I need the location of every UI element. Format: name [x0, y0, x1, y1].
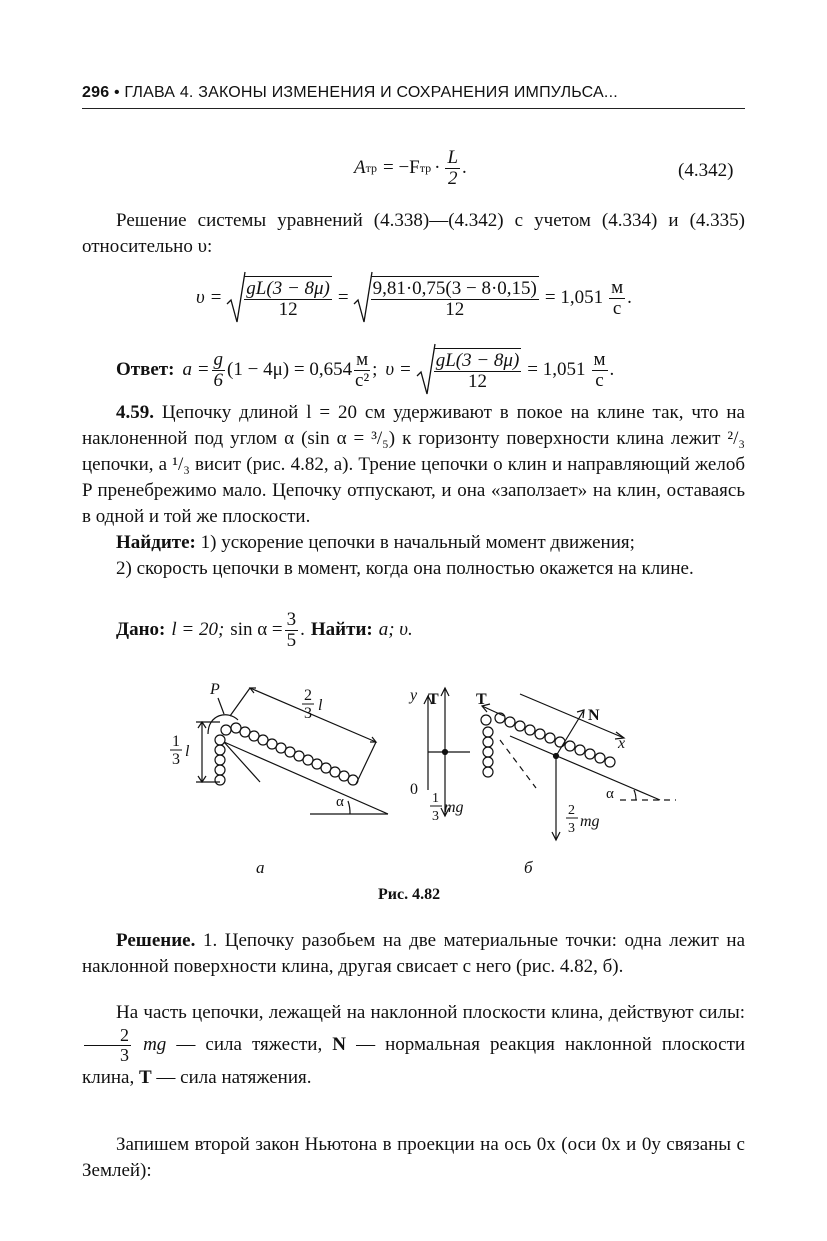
figure-label-b: б: [524, 858, 533, 877]
answer-line: [116, 342, 614, 398]
figure-caption: Рис. 4.82: [378, 886, 441, 903]
label-a-frac-num: 2: [304, 687, 312, 704]
solution-p2-den: 3: [120, 1044, 129, 1065]
eq-lhs: A: [354, 157, 366, 179]
header-rule: [82, 108, 745, 109]
answer-v-unit: [592, 350, 608, 391]
solution-p2-d: — сила натяжения.: [156, 1066, 312, 1088]
v-fraction-1: [244, 276, 332, 320]
given-find-label: Найти:: [310, 619, 373, 641]
given-sin-num: 3: [286, 609, 297, 630]
given-tail: .: [300, 619, 305, 641]
solution-p2-a: На часть цепочки, лежащей на наклонной плоскости клина, действуют силы:: [116, 1002, 745, 1023]
chain-a-hanging: [215, 725, 231, 785]
given-sin-frac: [285, 610, 299, 651]
header-bullet: •: [113, 84, 120, 101]
label-a-left-den: 3: [172, 751, 180, 768]
label-b-zero: 0: [410, 781, 418, 798]
answer-v-frac: [434, 348, 522, 392]
find-item-1: [82, 530, 745, 556]
given-label: Дано:: [116, 619, 166, 641]
label-a-l-top: l: [318, 697, 323, 714]
solution-p2-N: N: [332, 1033, 346, 1055]
eq-lhs-sub: тр: [365, 160, 377, 175]
wedge-a-slope: [224, 742, 388, 814]
answer-v-lhs: υ =: [385, 359, 412, 380]
wedge-a-angle-arc: [348, 801, 350, 814]
answer-a-num: g: [213, 348, 224, 370]
eq-frac-num: L: [447, 147, 459, 168]
label-b-N: N: [588, 707, 600, 724]
eq-dot: ·: [434, 157, 441, 179]
answer-a-unit-num: м: [356, 348, 369, 370]
label-a-P: P: [210, 681, 220, 698]
find-label: Найдите:: [116, 532, 196, 553]
solution-p2-b: — сила тяжести,: [176, 1033, 323, 1055]
answer-label: Ответ:: [116, 359, 175, 380]
v-result: = 1,051: [544, 287, 604, 308]
eq-fraction: [445, 148, 460, 189]
answer-a-frac: [212, 350, 226, 391]
v-fraction-2: [371, 276, 539, 320]
chapter-title: ГЛАВА 4. ЗАКОНЫ ИЗМЕНЕНИЯ И СОХРАНЕНИЯ ИМПУЛЬСА...: [124, 84, 618, 101]
v-frac2-num: 9,81·0,75(3 − 8·0,15): [372, 278, 537, 300]
given-l: l = 20;: [171, 619, 225, 641]
label-b-mg1-num: 1: [432, 791, 439, 806]
sqrt-sign-1: [226, 270, 246, 326]
problem-body: Цепочку длиной l = 20 см удерживают в покое на клине так, что на наклоненной под углом α (sin α = ³/₅) к горизонту поверхности клина лежит ²/₃ цепочки, а ¹/₃ висит (рис. 4.82, а). Трение цепочки о клин и направляющий желоб P пренебрежимо мало. Цепочку отпускают, и она «заползает» на клин, оставаясь в одной и той же плоскости.: [82, 402, 745, 527]
given-sin: sin α =: [230, 619, 283, 641]
answer-v-rest: = 1,051: [527, 359, 586, 380]
paragraph-solution-system: Решение системы уравнений (4.338)—(4.342) с учетом (4.334) и (4.335) относительно υ:: [82, 210, 745, 257]
label-b-mg2-num: 2: [568, 803, 575, 818]
eq-rhs: = −F: [383, 157, 420, 179]
label-b-y: y: [410, 687, 418, 704]
v-frac2-den: 12: [445, 299, 465, 320]
guide-p-leader: [218, 698, 224, 714]
label-b-mg1-den: 3: [432, 809, 439, 824]
answer-a-unit-den: с²: [355, 369, 370, 391]
equation-velocity: [196, 270, 632, 326]
answer-tail: .: [609, 359, 615, 380]
v-unit: [609, 278, 625, 319]
label-b-x: x: [618, 735, 626, 752]
equation-4-342: [354, 148, 467, 189]
find-item-2: 2) скорость цепочки в момент, когда она полностью окажется на клине.: [116, 558, 694, 579]
answer-a-den: 6: [213, 369, 224, 391]
label-a-alpha: α: [336, 794, 344, 810]
problem-text: [82, 400, 745, 530]
v-frac1-den: 12: [278, 299, 298, 320]
label-b-T2: T: [476, 691, 487, 708]
given-find-vars: a; υ.: [378, 619, 413, 641]
answer-sep: ;: [372, 359, 378, 380]
label-b-mg2-den: 3: [568, 821, 575, 836]
answer-a-unit: [354, 350, 370, 391]
v-tail: .: [627, 287, 632, 308]
eq-rhs-sub: тр: [419, 160, 432, 175]
v-equals: =: [337, 287, 349, 308]
eq-frac-den: 2: [448, 167, 458, 189]
label-a-left-num: 1: [172, 733, 180, 750]
label-a-frac-den: 3: [304, 705, 312, 722]
label-a-l-left: l: [185, 743, 190, 760]
figure-label-a: а: [256, 858, 265, 877]
normal-force-arrow: [556, 710, 584, 756]
given-line: [116, 610, 413, 651]
figure-drawing: [160, 676, 680, 906]
solution-p2-mg: mg: [143, 1033, 167, 1055]
wedge-a-back: [224, 742, 260, 782]
wedge-b-dashed: [500, 740, 536, 788]
answer-sqrt-sign: [416, 342, 436, 398]
solution-p2-num: 2: [84, 1026, 131, 1046]
answer-a-rest: (1 − 4μ) = 0,654: [227, 359, 353, 380]
solution-paragraph-3: Запишем второй закон Ньютона в проекции на ось 0x (оси 0x и 0y связаны с Землей):: [82, 1134, 745, 1181]
given-sin-den: 5: [286, 629, 297, 651]
label-b-T1: T: [428, 691, 439, 708]
v-frac1-num: gL(3 − 8μ): [246, 278, 330, 300]
solution-paragraph-2: [82, 1000, 745, 1091]
answer-a-lhs: a =: [182, 359, 210, 380]
v-lhs: υ =: [196, 287, 223, 308]
answer-v-den: 12: [467, 371, 487, 392]
solution-p2-c: — нормальная реакция наклонной плоскости клина,: [82, 1033, 746, 1088]
problem-number: 4.59.: [116, 402, 154, 423]
solution-paragraph-1: [82, 928, 745, 980]
page-number: 296: [82, 84, 110, 101]
wedge-b-slope: [510, 736, 660, 800]
eq-tail: .: [462, 157, 467, 179]
find-item1-text: 1) ускорение цепочки в начальный момент движения;: [200, 532, 635, 553]
solution-p2-T: T: [138, 1066, 152, 1088]
solution-label: Решение.: [116, 930, 196, 951]
solution-p2-frac: [84, 1026, 131, 1065]
equation-number: (4.342): [678, 160, 734, 181]
label-b-mg2: mg: [580, 813, 600, 830]
v-unit-num: м: [611, 276, 624, 298]
answer-v-unit-num: м: [593, 348, 606, 370]
answer-v-unit-den: с: [595, 369, 604, 391]
dim-top-line: [250, 688, 376, 742]
answer-v-num: gL(3 − 8μ): [435, 350, 520, 372]
running-header: [82, 84, 745, 102]
v-unit-den: с: [612, 297, 622, 319]
label-b-alpha: α: [606, 786, 614, 802]
figure-4-82: [160, 676, 680, 906]
sqrt-sign-2: [353, 270, 373, 326]
label-b-mg1: mg: [444, 799, 464, 816]
solution-p1-text: 1. Цепочку разобьем на две материальные точки: одна лежит на наклонной поверхности клина, другая свисает с него (рис. 4.82, б).: [82, 930, 745, 977]
